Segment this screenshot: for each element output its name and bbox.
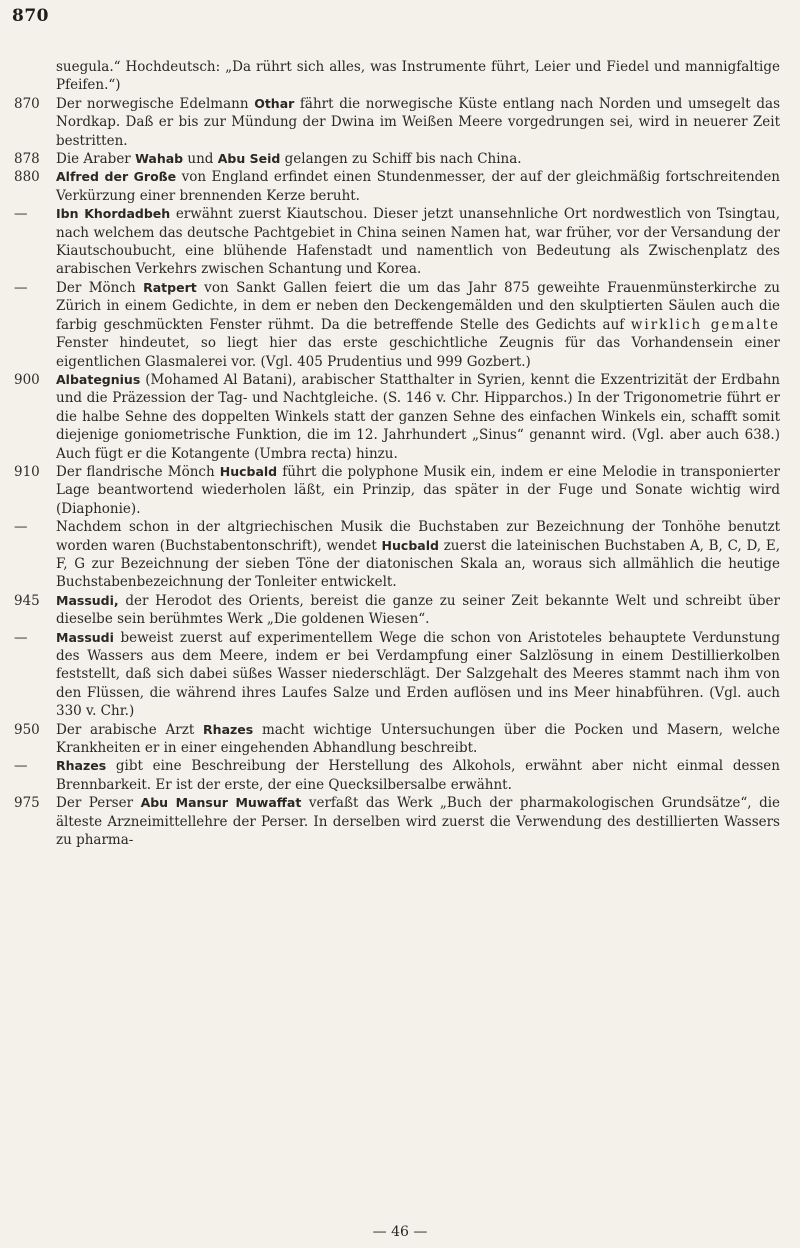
entry-text-segment: Der Mönch (56, 279, 144, 296)
entry-year: — (14, 758, 28, 775)
chronicle-entry (0, 757, 800, 794)
entry-text-segment: Der Perser (56, 795, 141, 812)
entry-text-segment: und (183, 151, 218, 168)
entry-text (56, 463, 780, 518)
entry-text-segment: Fenster hindeutet, so liegt hier das erste geschichtliche Zeugnis für das Vorhandensein einer eigentlichen Glasmalerei vor. (Vgl. 405 Prudentius und 999 Gozbert.) (56, 335, 780, 370)
entry-text-segment: macht wichtige Untersuchungen über die Pocken und Masern, welche Krankheiten er in einer eingehenden Abhandlung beschreibt. (56, 721, 780, 757)
emphasis-text: wirklich gemalte (630, 316, 780, 333)
chronicle-entry (0, 518, 800, 592)
chronicle-entry (0, 95, 800, 150)
entry-year: 870 (14, 95, 40, 112)
entry-text-segment: Nachdem schon in der altgriechischen Musik die Buchstaben zur Bezeichnung der Tonhöhe benutzt worden waren (Buchstabentonschrift), wendet (56, 519, 780, 554)
entry-text (56, 757, 780, 794)
chronicle-entry (0, 371, 800, 463)
entry-text (56, 95, 780, 150)
entry-text (56, 629, 780, 721)
entry-year: 945 (14, 592, 40, 609)
person-name: Abu Seid (217, 151, 281, 167)
person-name: Hucbald (381, 537, 439, 553)
entry-text (56, 150, 780, 168)
entry-year: — (14, 206, 28, 223)
chronicle-entry (0, 168, 800, 205)
entry-text-segment: suegula.“ Hochdeutsch: „Da rührt sich alles, was Instrumente führt, Leier und Fiedel und mannigfaltige Pfeifen.“) (56, 59, 780, 94)
chronicle-entry (0, 794, 800, 849)
entry-text-segment: Der flandrische Mönch (56, 463, 220, 480)
entry-text-segment: zuerst die lateinischen Buchstaben A, B, C, D, E, F, G zur Bezeichnung der sieben Töne der diatonischen Skala an, woraus sich allmählich die heutige Buchstabenbezeichnung der Tonleiter entwickelt. (56, 537, 780, 591)
person-name: Hucbald (219, 463, 278, 479)
entry-year: — (14, 519, 28, 536)
entry-year: — (14, 279, 28, 296)
chronicle-entry (0, 463, 800, 518)
entry-text (56, 279, 780, 371)
entry-text-segment: (Mohamed Al Batani), arabischer Statthalter in Syrien, kennt die Exzentrizität der Erdbahn und die Präzession der Tag- und Nachtgleiche. (S. 146 v. Chr. Hipparchos.) In der Trigonometrie führt er die halbe Sehne des doppelten Winkels statt der ganzen Sehne des einfachen Winkels ein, schafft somit diejenige goniometrische Funktion, die im 12. Jahrhundert „Sinus“ genannt wird. (Vgl. aber auch 638.) Auch fügt er die Kotangente (Umbra recta) hinzu. (56, 371, 780, 462)
running-head: 870 (12, 6, 49, 26)
entry-text-segment: verfaßt das Werk „Buch der pharmakologischen Grundsätze“, die älteste Arzneimittellehre der Perser. In derselben wird zuerst die Verwendung des destillierten Wassers zu pharma- (56, 795, 781, 849)
chronicle-entry (0, 629, 800, 721)
entry-year: 900 (14, 371, 40, 388)
chronicle-entry (0, 205, 800, 279)
chronicle-page (0, 58, 800, 849)
entry-text-segment: von England erfindet einen Stundenmesser, der auf der gleichmäßig fortschreitenden Verkürzung einer brennenden Kerze beruht. (56, 169, 780, 204)
entry-text-segment: gibt eine Beschreibung der Herstellung des Alkohols, erwähnt aber nicht einmal dessen Brennbarkeit. Er ist der erste, der eine Quecksilbersalbe erwähnt. (56, 758, 780, 793)
person-name: Alfred der Große (56, 169, 177, 185)
person-name: Rhazes (203, 721, 254, 737)
chronicle-entry (0, 592, 800, 629)
entry-text-segment: der Herodot des Orients, bereist die ganze zu seiner Zeit bekannte Welt und schreibt über dieselbe sein berühmtes Werk „Die goldenen Wiesen“. (56, 592, 780, 628)
entry-year: — (14, 629, 28, 646)
entry-text-segment: beweist zuerst auf experimentellem Wege die schon von Aristoteles behauptete Verdunstung des Wassers aus dem Meere, indem er bei Verdampfung einer Salzlösung in einem Destillierkolben feststellt, daß sich dabei süßes Wasser niederschlägt. Der Salzgehalt des Meeres stammt nach ihm von den Flüssen, die während ihres Laufes Salze und Erden auflösen und ins Meer hinabführen. (Vgl. auch 330 v. Chr.) (56, 629, 780, 720)
entry-year: 950 (14, 721, 40, 738)
chronicle-entry (0, 58, 800, 95)
person-name: Ibn Khordadbeh (56, 206, 171, 222)
chronicle-entry (0, 279, 800, 371)
entry-text-segment: erwähnt zuerst Kiautschou. Dieser jetzt unansehnliche Ort nordwestlich von Tsingtau, nach welchem das deutsche Pachtgebiet in China seinen Namen hat, war früher, vor der Versandung der Kiautschoubucht, eine blühende Hafenstadt und namentlich von Bedeutung als Zwischenplatz des arabischen Verkehrs zwischen Schantung und Korea. (56, 206, 780, 278)
person-name: Massudi (56, 629, 114, 645)
person-name: Massudi, (56, 592, 119, 608)
entry-year: 910 (14, 463, 40, 480)
page-number: — 46 — (372, 1224, 428, 1240)
entry-text (56, 168, 780, 205)
chronicle-entry (0, 150, 800, 168)
entry-year: 880 (14, 169, 40, 186)
entry-text-segment: gelangen zu Schiff bis nach China. (280, 151, 522, 168)
entry-text (56, 58, 780, 95)
person-name: Albategnius (56, 371, 141, 387)
entry-text-segment: Der arabische Arzt (56, 721, 204, 738)
entry-year: 878 (14, 151, 40, 168)
entry-text (56, 592, 780, 629)
entry-text-segment: Die Araber (56, 151, 136, 168)
entry-text-segment: von Sankt Gallen feiert die um das Jahr 875 geweihte Frauenmünsterkirche zu Zürich in einem Gedichte, in dem er neben den Deckengemälden und den skulptierten Säulen auch die farbig geschmückten Fenster rühmt. Da die betreffende Stelle des Gedichts auf (56, 279, 780, 333)
entry-text (56, 794, 780, 849)
entry-text (56, 371, 780, 463)
entry-text-segment: Der norwegische Edelmann (56, 95, 255, 112)
entry-text (56, 205, 780, 279)
entry-text (56, 721, 780, 758)
entry-text-segment: führt die polyphone Musik ein, indem er eine Melodie in transponierter Lage beantwortend wiederholen läßt, ein Prinzip, das später in der Fuge und Sonate wichtig wird (Diaphonie). (56, 463, 780, 517)
chronicle-entry (0, 721, 800, 758)
person-name: Othar (254, 95, 295, 111)
person-name: Wahab (135, 151, 184, 167)
entry-year: 975 (14, 795, 40, 812)
person-name: Rhazes (56, 758, 107, 774)
person-name: Abu Mansur Muwaffat (140, 795, 302, 811)
entry-text-segment: fährt die norwegische Küste entlang nach Norden und umsegelt das Nordkap. Daß er bis zur Mündung der Dwina im Weißen Meere vorgedrungen sei, wird in neuerer Zeit bestritten. (56, 95, 780, 149)
entry-text (56, 518, 780, 592)
person-name: Ratpert (143, 279, 197, 295)
